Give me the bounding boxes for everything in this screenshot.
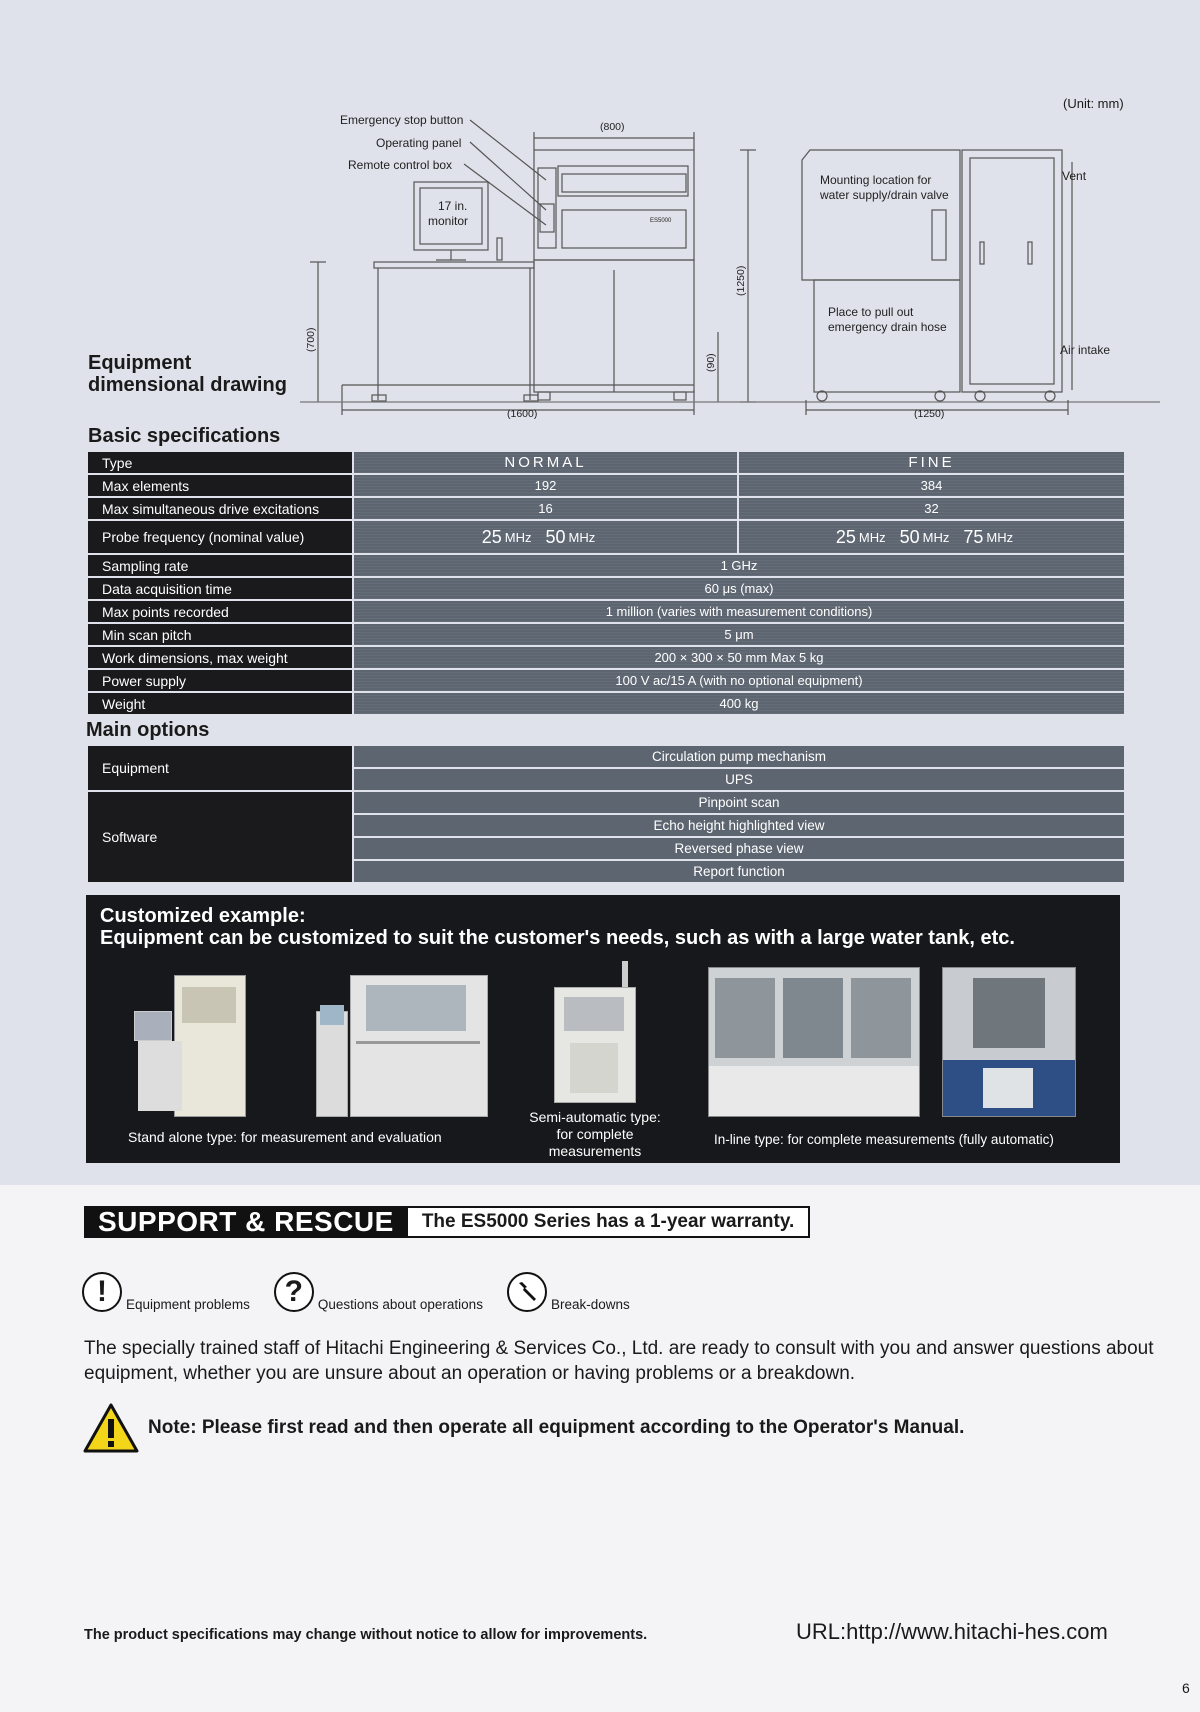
photo-standalone-2 — [316, 975, 486, 1115]
probe-unit: MHz — [986, 529, 1014, 545]
option-item: Pinpoint scan — [354, 792, 1124, 813]
label-remote-control: Remote control box — [348, 158, 453, 172]
caption-semi-line2: for complete measurements — [548, 1126, 642, 1159]
drawing-title — [88, 352, 287, 396]
option-item: Circulation pump mechanism — [354, 746, 1124, 767]
spec-value: 16 — [354, 498, 737, 519]
spec-value: 60 μs (max) — [354, 578, 1124, 599]
label-dim-800: (800) — [600, 121, 625, 133]
warranty-box: The ES5000 Series has a 1-year warranty. — [408, 1206, 810, 1238]
exclamation-icon: ! — [82, 1272, 122, 1312]
spec-value: 192 — [354, 475, 737, 496]
spec-label: Power supply — [88, 670, 352, 691]
probe-fine — [739, 521, 1124, 553]
spec-label: Max elements — [88, 475, 352, 496]
spec-label: Probe frequency (nominal value) — [88, 521, 352, 553]
photo-inline-2 — [942, 967, 1076, 1117]
option-item: Report function — [354, 861, 1124, 882]
label-dim-1250-v: (1250) — [735, 265, 747, 296]
drawing-title-line1: Equipment — [88, 352, 192, 374]
question-icon: ? — [274, 1272, 314, 1312]
photo-semi-automatic — [554, 961, 634, 1101]
probe-normal — [354, 521, 737, 553]
label-air-intake: Air intake — [1060, 343, 1111, 357]
label-vent: Vent — [1062, 169, 1087, 183]
label-drain-1: Place to pull out — [828, 305, 914, 319]
col-normal-text: NORMAL — [504, 454, 587, 471]
caption-inline: In-line type: for complete measurements (fully automatic) — [714, 1132, 1054, 1147]
caption-semi — [510, 1109, 680, 1160]
spec-label: Data acquisition time — [88, 578, 352, 599]
spec-row — [88, 624, 1124, 645]
unit-note: (Unit: mm) — [1063, 96, 1124, 111]
customized-title — [100, 905, 1015, 949]
probe-f2: 50 — [899, 526, 920, 547]
spec-label: Max points recorded — [88, 601, 352, 622]
probe-unit: MHz — [858, 529, 886, 545]
label-emergency-stop: Emergency stop button — [340, 113, 464, 127]
probe-n2: 50 — [545, 526, 566, 547]
spec-table — [88, 452, 1124, 716]
options-equipment-list — [354, 746, 1124, 790]
wrench-icon — [507, 1272, 547, 1312]
spec-label: Type — [88, 452, 352, 473]
col-fine-text: FINE — [908, 454, 955, 471]
spec-row-max-drive — [88, 498, 1124, 519]
probe-unit: MHz — [568, 529, 596, 545]
customized-example-panel — [86, 895, 1120, 1163]
customized-title-line2: Equipment can be customized to suit the customer's needs, such as with a large water tank, etc. — [100, 927, 1015, 949]
label-mounting-2: water supply/drain valve — [820, 188, 949, 202]
label-dim-1250-h: (1250) — [914, 408, 945, 420]
support-title: SUPPORT & RESCUE — [84, 1206, 408, 1238]
label-drain-2: emergency drain hose — [828, 320, 947, 334]
support-item-label: Equipment problems — [126, 1297, 250, 1312]
col-normal — [354, 452, 737, 473]
side-cabinet — [962, 150, 1062, 392]
spec-value: 100 V ac/15 A (with no optional equipment) — [354, 670, 1124, 691]
drawing-title-line2: dimensional drawing — [88, 374, 287, 396]
spec-label: Min scan pitch — [88, 624, 352, 645]
support-icons — [82, 1272, 630, 1312]
caption-semi-line1: Semi-automatic type: — [529, 1109, 661, 1125]
spec-row — [88, 647, 1124, 668]
probe-f3: 75 — [963, 526, 984, 547]
company-url[interactable]: URL:http://www.hitachi-hes.com — [796, 1619, 1108, 1644]
option-item: Echo height highlighted view — [354, 815, 1124, 836]
support-item-label: Questions about operations — [317, 1297, 483, 1312]
support-paragraph: The specially trained staff of Hitachi Engineering & Services Co., Ltd. are ready to consult with you and answer questions about equipment, whether you are unsure about an operation or having problems or a breakdown. — [84, 1338, 1154, 1384]
caption-standalone: Stand alone type: for measurement and evaluation — [128, 1129, 442, 1145]
wrench-glyph — [515, 1280, 539, 1304]
spec-value: 32 — [739, 498, 1124, 519]
disclaimer: The product specifications may change without notice to allow for improvements. — [84, 1627, 648, 1643]
spec-row — [88, 693, 1124, 714]
spec-label: Weight — [88, 693, 352, 714]
label-badge: ES5000 — [650, 218, 672, 224]
label-monitor-2: monitor — [428, 214, 469, 228]
spec-value: 1 million (varies with measurement conditions) — [354, 601, 1124, 622]
spec-row-max-elements — [88, 475, 1124, 496]
option-item: UPS — [354, 769, 1124, 790]
label-mounting-1: Mounting location for — [820, 173, 932, 187]
probe-n1: 25 — [481, 526, 502, 547]
label-dim-1600: (1600) — [507, 408, 538, 420]
spec-row-type — [88, 452, 1124, 473]
dimensional-drawing — [300, 110, 1160, 430]
label-monitor-1: 17 in. — [438, 199, 468, 213]
operator-note — [82, 1402, 964, 1454]
options-software-label: Software — [88, 792, 352, 882]
probe-unit: MHz — [504, 529, 532, 545]
spec-value: 400 kg — [354, 693, 1124, 714]
col-fine — [739, 452, 1124, 473]
options-equipment — [88, 746, 1124, 790]
spec-label: Work dimensions, max weight — [88, 647, 352, 668]
support-item-questions — [274, 1272, 483, 1312]
options-equipment-label: Equipment — [88, 746, 352, 790]
spec-value: 200 × 300 × 50 mm Max 5 kg — [354, 647, 1124, 668]
probe-f1: 25 — [835, 526, 856, 547]
label-dim-90: (90) — [705, 353, 717, 372]
options-software — [88, 792, 1124, 882]
options-table — [88, 746, 1124, 882]
options-title: Main options — [86, 719, 210, 741]
label-dim-700: (700) — [305, 327, 317, 352]
spec-row — [88, 601, 1124, 622]
warning-icon — [82, 1402, 140, 1454]
spec-row-probe — [88, 521, 1124, 553]
spec-label: Max simultaneous drive excitations — [88, 498, 352, 519]
customized-title-line1: Customized example: — [100, 905, 306, 927]
spec-value: 1 GHz — [354, 555, 1124, 576]
spec-row — [88, 555, 1124, 576]
note-text: Note: Please first read and then operate all equipment according to the Operator's Manual. — [148, 1417, 965, 1438]
photo-inline-1 — [708, 967, 920, 1117]
photo-standalone-1 — [134, 975, 244, 1115]
support-item-breakdowns — [507, 1272, 630, 1312]
spec-row — [88, 670, 1124, 691]
specs-title: Basic specifications — [88, 425, 281, 447]
spec-value: 384 — [739, 475, 1124, 496]
spec-value: 5 μm — [354, 624, 1124, 645]
label-operating-panel: Operating panel — [376, 136, 462, 150]
side-unit-lower — [814, 280, 960, 392]
option-item: Reversed phase view — [354, 838, 1124, 859]
support-heading — [84, 1206, 810, 1238]
probe-unit: MHz — [922, 529, 950, 545]
desk-top — [374, 262, 534, 268]
support-item-label: Break-downs — [550, 1297, 630, 1312]
support-item-problems — [82, 1272, 250, 1312]
options-software-list — [354, 792, 1124, 882]
spec-row — [88, 578, 1124, 599]
page-number: 6 — [1182, 1680, 1190, 1696]
spec-label: Sampling rate — [88, 555, 352, 576]
